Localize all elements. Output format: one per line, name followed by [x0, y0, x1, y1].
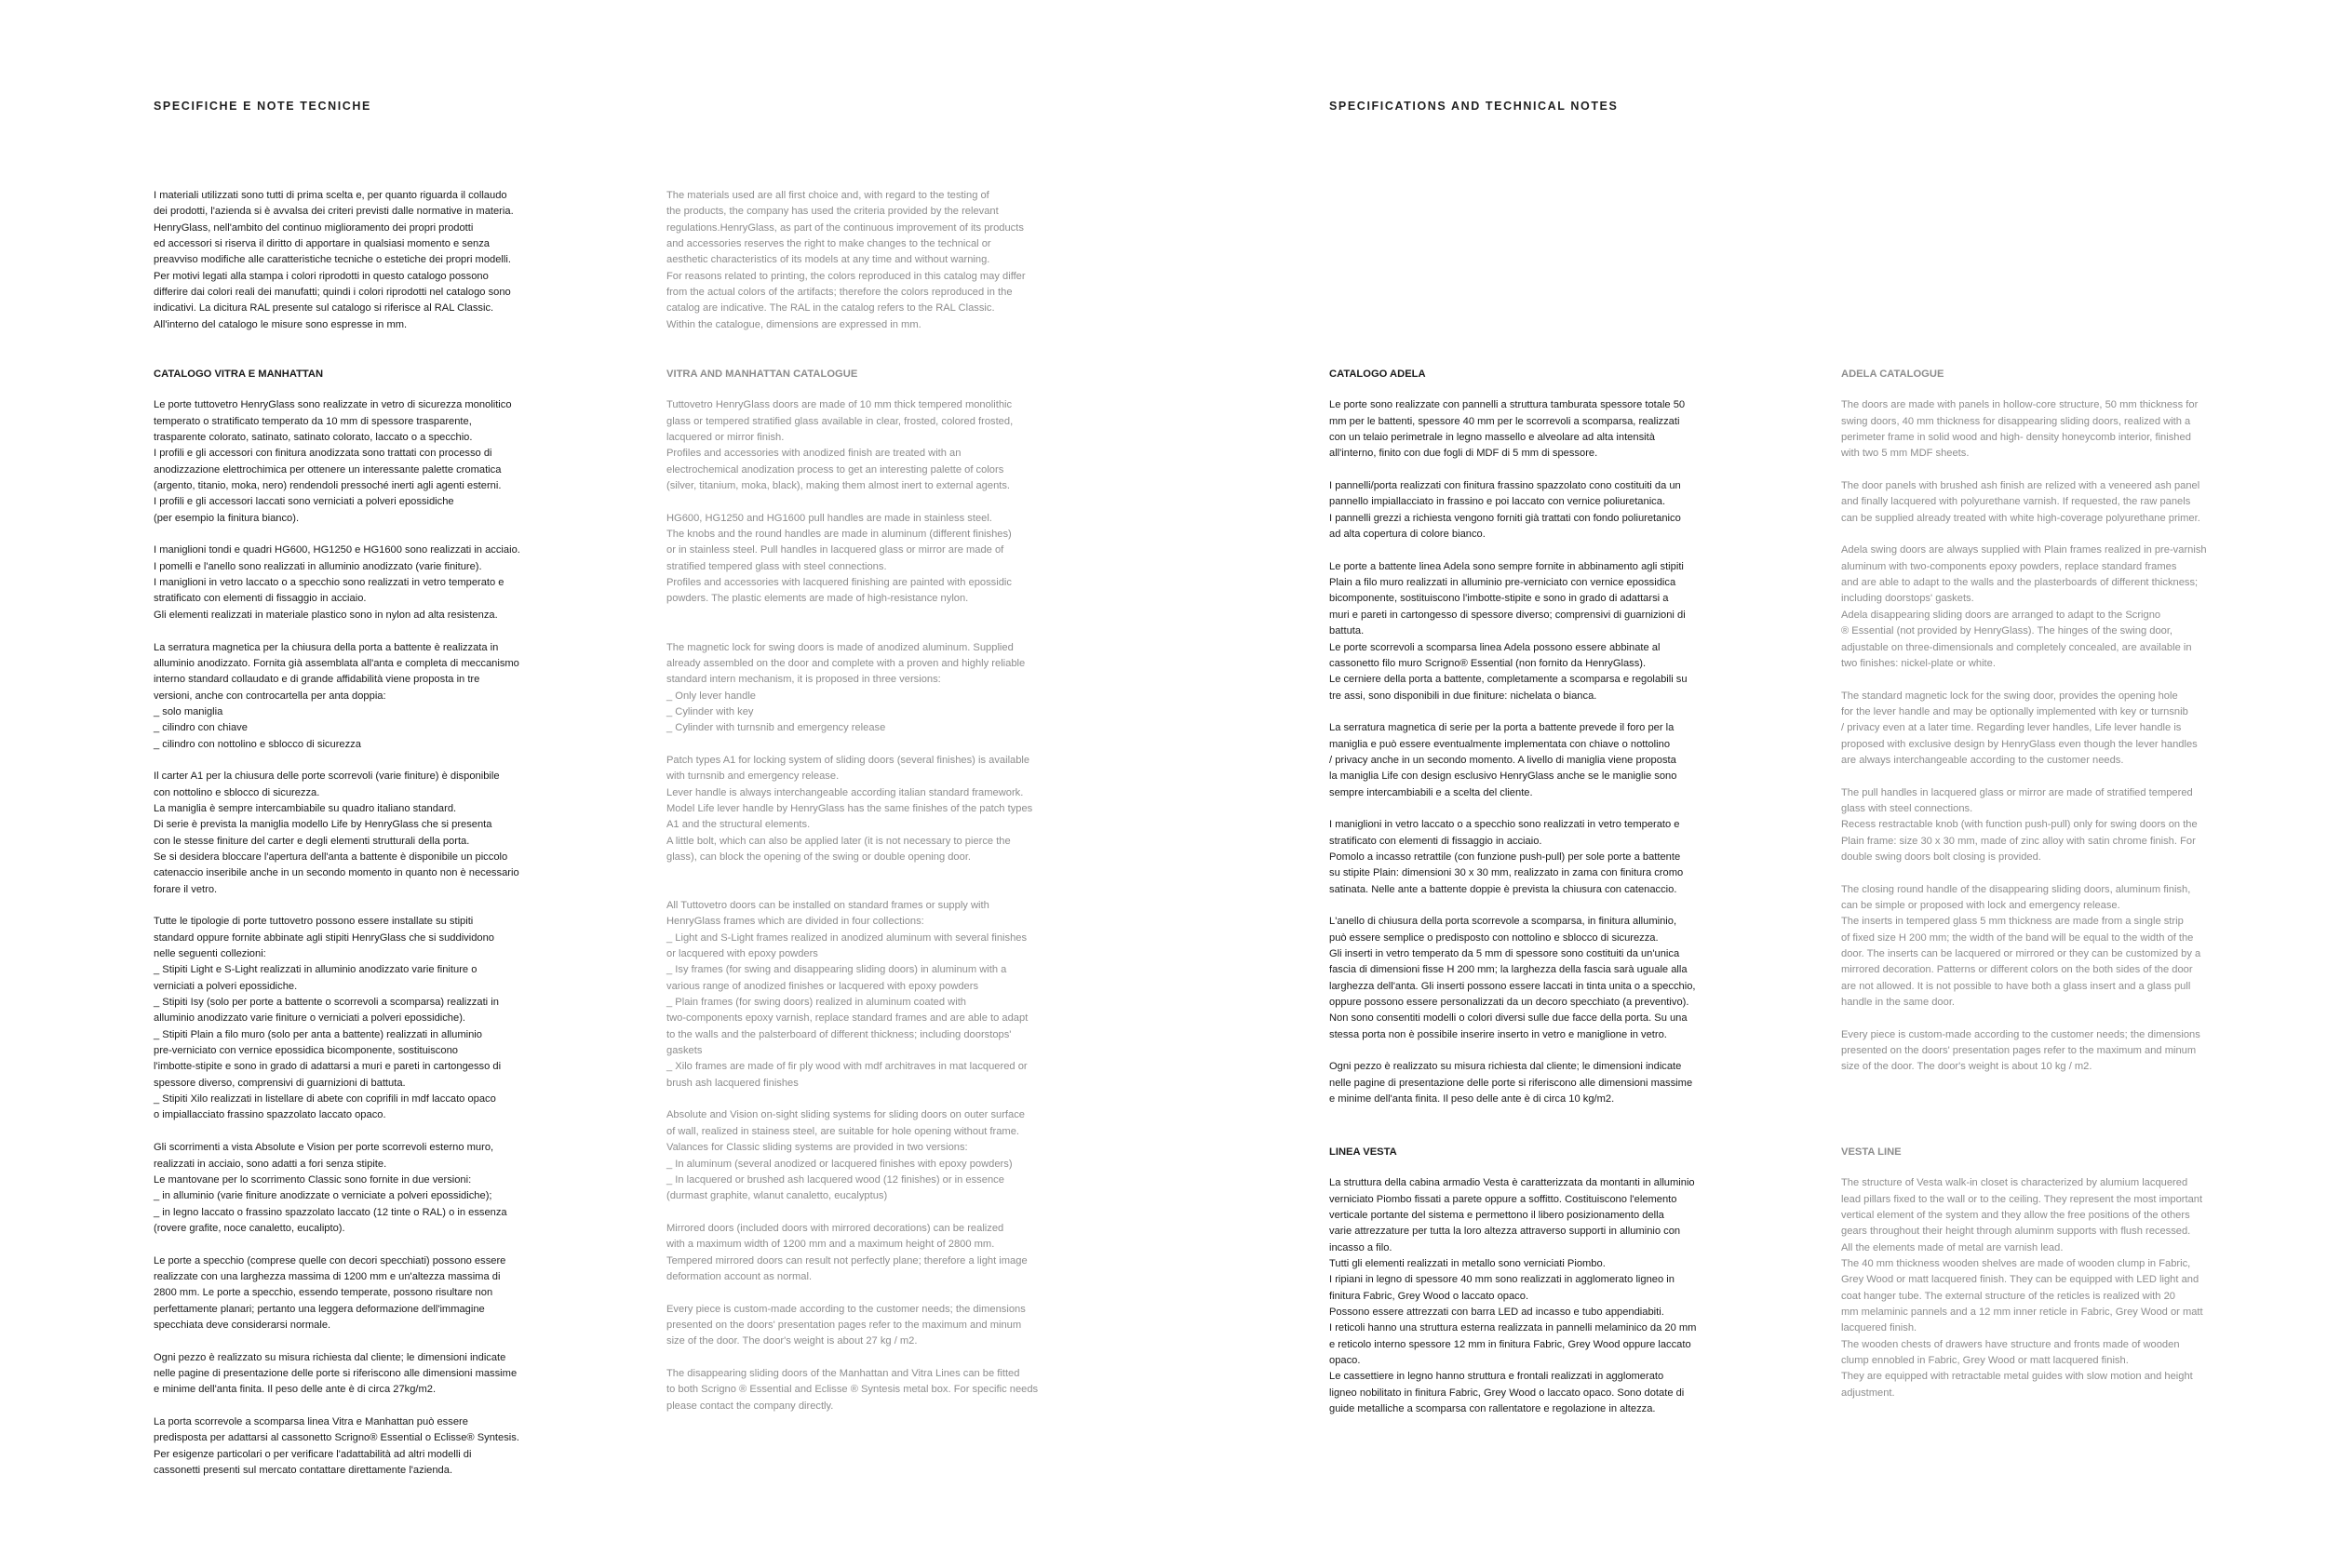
- vitra-en-paragraph: The magnetic lock for swing doors is made of anodized aluminum. Supplied already assembled on the door and complete with a proven and highly reliable standard intern mechanism, it is proposed in three versions: _ Only lever handle _ Cylinder with key _ Cylinder with turnsnib and emergency release: [666, 641, 1026, 734]
- adela-en-paragraph: Every piece is custom-made according to the customer needs; the dimensions presented on the doors' presentation pages refer to the maximum and minum size of the door. The door's weight is about 10 kg / m2.: [1841, 1028, 2200, 1073]
- vesta-section-english: [1841, 1145, 2255, 1401]
- adela-it-paragraph: La serratura magnetica di serie per la porta a battente prevede il foro per la maniglia e può essere eventualmente implementata con chiave o nottolino / privacy anche in un secondo momento. A livello di maniglia viene proposta la maniglia Life con design esclusivo HenryGlass anche se le maniglie sono sempre intercambiabili e a scelta del cliente.: [1329, 722, 1677, 798]
- section-heading-vesta-it: LINEA VESTA: [1329, 1146, 1397, 1158]
- adela-en-paragraph: The door panels with brushed ash finish are relized with a veneered ash panel and finally lacquered with polyurethane varnish. If requested, the raw panels can be supplied already treated with white high-coverage polyurethane primer.: [1841, 480, 2200, 524]
- adela-it-paragraph: Le porte sono realizzate con pannelli a struttura tamburata spessore totale 50 mm per le battenti, spessore 40 mm per le scorrevoli a scomparsa, realizzati con un telaio perimetrale in legno massello e alveolare ad alta intensità all'interno, finito con due fogli di MDF di 5 mm di spessore.: [1329, 399, 1686, 460]
- intro-text-it: I materiali utilizzati sono tutti di prima scelta e, per quanto riguarda il collaudo dei prodotti, l'azienda si è avvalsa dei criteri previsti dalle normative in materia. HenryGlass, nell'ambito del continuo miglioramento dei propri prodotti ed accessori si riserva il diritto di apportare in qualsiasi momento e senza preavviso modifiche alle caratteristiche tecniche o estetiche dei propri modelli. Per motivi legati alla stampa i colori riprodotti in questo catalogo possono differire dai colori reali dei manufatti; quindi i colori riprodotti nel catalogo sono indicativi. La dicitura RAL presente sul catalogo si riferisce al RAL Classic. All'interno del catalogo le misure sono espresse in mm.: [154, 190, 514, 330]
- vitra-it-paragraph: Gli scorrimenti a vista Absolute e Vision per porte scorrevoli esterno muro, realizzati in acciaio, sono adatti a fori senza stipite. Le mantovane per lo scorrimento Classic sono fornite in due versioni: _ in alluminio (varie finiture anodizzate o verniciate a polveri epossidiche); _ in legno laccato o frassino spazzolato laccato (12 tinte o RAL) o in essenza (rovere grafite, noce canaletto, eucalipto).: [154, 1142, 507, 1234]
- vitra-en-paragraph: All Tuttovetro doors can be installed on standard frames or supply with HenryGlass frames which are divided in four collections: _ Light and S-Light frames realized in anodized aluminum with several finishes or lacquered with epoxy powders _ Isy frames (for swing and disappearing sliding doors) in aluminum with a various range of anodized finishes or lacquered with epoxy powders _ Plain frames (for swing doors) realized in aluminum coated with two-components epoxy varnish, replace standard frames and are able to adapt to the walls and the palsterboard of different thickness; including doorstops' gaskets _ Xilo frames are made of fir ply wood with mdf architraves in mat lacquered or brush ash lacquered finishes: [666, 900, 1029, 1089]
- page-title-italian: SPECIFICHE E NOTE TECNICHE: [154, 100, 371, 113]
- adela-en-paragraph: The standard magnetic lock for the swing door, provides the opening hole for the lever handle and may be optionally implemented with key or turnsnib / privacy even at a later time. Regarding lever handles, Life lever handle is proposed with exclusive design by HenryGlass even though the lever handles are always interchangeable according to the customer needs.: [1841, 690, 2198, 766]
- intro-italian: [154, 188, 568, 333]
- vitra-it-paragraph: Tutte le tipologie di porte tuttovetro possono essere installate su stipiti standard oppure fornite abbinate agli stipiti HenryGlass che si suddividono nelle seguenti collezioni: _ Stipiti Light e S-Light realizzati in alluminio anodizzato varie finiture o verniciati a polveri epossidiche. _ Stipiti Isy (solo per porte a battente o scorrevoli a scomparsa) realizzati in alluminio anodizzato varie finiture o verniciati a polveri epossidiche). _ Stipiti Plain a filo muro (solo per anta a battente) realizzati in alluminio pre-verniciato con vernice epossidica bicomponente, sostituiscono l'imbotte-stipite e sono in grado di adattarsi a muri e pareti in cartongesso di spessore diverso, comprensivi di guarnizioni di battuta. _ Stipiti Xilo realizzati in listellare di abete con coprifili in mdf laccato opaco o impiallacciato frassino spazzolato laccato opaco.: [154, 916, 502, 1121]
- vesta-section-italian: [1329, 1145, 1743, 1418]
- vitra-section-english: [666, 367, 1081, 1414]
- vitra-it-paragraph: Le porte a specchio (comprese quelle con decori specchiati) possono essere realizzate con una larghezza massima di 1200 mm e un'altezza massima di 2800 mm. Le porte a specchio, essendo temperate, possono risultare non perfettamente planari; pertanto una leggera deformazione dell'immagine specchiata deve considerarsi normale.: [154, 1254, 506, 1331]
- adela-en-paragraph: The closing round handle of the disappearing sliding doors, aluminum finish, can be simple or proposed with lock and emergency release. The inserts in tempered glass 5 mm thickness are made from a single strip of fixed size H 200 mm; the width of the band will be equal to the width of the door. The inserts can be lacquered or mirrored or they can be customized by a mirrored decoration. Patterns or different colors on the both sides of the door are not allowed. It is not possible to have both a glass insert and a glass pull handle in the same door.: [1841, 883, 2201, 1009]
- section-heading-adela-it: CATALOGO ADELA: [1329, 369, 1426, 380]
- adela-it-paragraph: I maniglioni in vetro laccato o a specchio sono realizzati in vetro temperato e stratificato con elementi di fissaggio in acciaio. Pomolo a incasso retrattile (con funzione push-pull) per sole porte a battente su stipite Plain: dimensioni 30 x 30 mm, realizzato in zama con finitura cromo satinata. Nelle ante a battente doppie è prevista la chiusura con catenaccio.: [1329, 819, 1684, 895]
- vitra-it-paragraph: La serratura magnetica per la chiusura della porta a battente è realizzata in alluminio anodizzato. Fornita già assemblata all'anta e completa di meccanismo interno standard collaudato e di grande affidabilità viene proposta in tre versioni, anche con controcartella per anta doppia: _ solo maniglia _ cilindro con chiave _ cilindro con nottolino e sblocco di sicurezza: [154, 641, 519, 750]
- vitra-it-paragraph: I maniglioni tondi e quadri HG600, HG1250 e HG1600 sono realizzati in acciaio. I pomelli e l'anello sono realizzati in alluminio anodizzato (varie finiture). I maniglioni in vetro laccato o a specchio sono realizzati in vetro temperato e stratificato con elementi di fissaggio in acciaio. Gli elementi realizzati in materiale plastico sono in nylon ad alta resistenza.: [154, 544, 520, 621]
- adela-en-paragraph: The pull handles in lacquered glass or mirror are made of stratified tempered glass with steel connections. Recess restractable knob (with function push-pull) only for swing doors on the Plain frame: size 30 x 30 mm, made of zinc alloy with satin chrome finish. For double swing doors bolt closing is provided.: [1841, 786, 2198, 863]
- vitra-en-paragraph: Patch types A1 for locking system of sliding doors (several finishes) is available with turnsnib and emergency release. Lever handle is always interchangeable according italian standard framework. Model Life lever handle by HenryGlass has the same finishes of the patch types A1 and the structural elements. A little bolt, which can also be applied later (it is not necessary to pierce the glass), can block the opening of the swing or double opening door.: [666, 754, 1033, 863]
- vitra-it-paragraph: La porta scorrevole a scomparsa linea Vitra e Manhattan può essere predisposta per adattarsi al cassonetto Scrigno® Essential o Eclisse® Syntesis. Per esigenze particolari o per verificare l'adattabilità ad altri modelli di cassonetti presenti sul mercato contattare direttamente l'azienda.: [154, 1416, 519, 1477]
- section-heading-adela-en: ADELA CATALOGUE: [1841, 369, 1944, 380]
- vitra-en-paragraph: HG600, HG1250 and HG1600 pull handles are made in stainless steel. The knobs and the round handles are made in aluminum (different finishes) or in stainless steel. Pull handles in lacquered glass or mirror are made of stratified tempered glass with steel connections. Profiles and accessories with lacquered finishing are painted with epossidic powders. The plastic elements are made of high-resistance nylon.: [666, 512, 1012, 605]
- vitra-en-paragraph: Tuttovetro HenryGlass doors are made of 10 mm thick tempered monolithic glass or tempered stratified glass available in clear, frosted, colored frosted, lacquered or mirror finish. Profiles and accessories with anodized finish are treated with an electrochemical anodization process to get an interesting palette of colors (silver, titanium, moka, black), making them almost inert to external agents.: [666, 399, 1014, 492]
- vesta-it-paragraph: La struttura della cabina armadio Vesta è caratterizzata da montanti in alluminio verniciato Piombo fissati a parete oppure a soffitto. Costituiscono l'elemento verticale portante del sistema e permettono il libero posizionamento della varie attrezzature per tutta la loro altezza attraverso supporti in alluminio con incasso a filo. Tutti gli elementi realizzati in metallo sono verniciati Piombo. I ripiani in legno di spessore 40 mm sono realizzati in agglomerato ligneo in finitura Fabric, Grey Wood o laccato opaco. Possono essere attrezzati con barra LED ad incasso e tubo appendiabiti. I reticoli hanno una struttura esterna realizzata in pannelli melaminico da 20 mm e reticolo interno spessore 12 mm in finitura Fabric, Grey Wood oppure laccato opaco. Le cassettiere in legno hanno struttura e frontali realizzati in agglomerato ligneo nobilitato in finitura Fabric, Grey Wood o laccato opaco. Sono dotate di guide metalliche a scomparsa con rallentatore e regolazione in altezza.: [1329, 1177, 1697, 1415]
- vitra-it-paragraph: Il carter A1 per la chiusura delle porte scorrevoli (varie finiture) è disponibile con nottolino e sblocco di sicurezza. La maniglia è sempre intercambiabile su quadro italiano standard. Di serie è prevista la maniglia modello Life by HenryGlass che si presenta con le stesse finiture del carter e degli elementi strutturali della porta. Se si desidera bloccare l'apertura dell'anta a battente è disponibile un piccolo catenaccio inseribile anche in un secondo momento in quanto non è necessario forare il vetro.: [154, 771, 519, 895]
- vitra-it-paragraph: Ogni pezzo è realizzato su misura richiesta dal cliente; le dimensioni indicate nelle pagine di presentazione delle porte si riferiscono alle dimensioni massime e minime dell'anta finita. Il peso delle ante è di circa 27kg/m2.: [154, 1351, 518, 1396]
- intro-text-en: The materials used are all first choice and, with regard to the testing of the products, the company has used the criteria provided by the relevant regulations.HenryGlass, as part of the continuous improvement of its products and accessories reserves the right to make changes to the technical or aesthetic characteristics of its models at any time and without warning. For reasons related to printing, the colors reproduced in this catalog may differ from the actual colors of the artifacts; therefore the colors reproduced in the catalog are indicative. The RAL in the catalog refers to the RAL Classic. Within the catalogue, dimensions are expressed in mm.: [666, 190, 1026, 330]
- vesta-en-paragraph: The structure of Vesta walk-in closet is characterized by alumium lacquered lead pillars fixed to the wall or to the ceiling. They represent the most important vertical element of the system and they allow the free positions of the others gears throughout their height through aluminm supports with flush recessed. All the elements made of metal are varnish lead. The 40 mm thickness wooden shelves are made of wooden clump in Fabric, Grey Wood or matt lacquered finish. They can be equipped with LED light and coat hanger tube. The external structure of the reticles is realized with 20 mm melaminic pannels and a 12 mm inner reticle in Fabric, Grey Wood or matt lacquered finish. The wooden chests of drawers have structure and fronts made of wooden clump ennobled in Fabric, Grey Wood or matt lacquered finish. They are equipped with retractable metal guides with slow motion and height adjustment.: [1841, 1177, 2203, 1399]
- adela-it-paragraph: L'anello di chiusura della porta scorrevole a scomparsa, in finitura alluminio, può essere semplice o predisposto con nottolino e sblocco di sicurezza. Gli inserti in vetro temperato da 5 mm di spessore sono costituiti da un'unica fascia di dimensioni fisse H 200 mm; la larghezza della fascia sarà uguale alla larghezza dell'anta. Gli inserti possono essere laccati in tinta unita o a specchio, oppure possono essere personalizzati da un decoro specchiato (a preventivo). Non sono consentiti modelli o colori diversi sulle due facce della porta. Su una stessa porta non è possibile inserire inserto in vetro e maniglione in vetro.: [1329, 916, 1696, 1040]
- section-heading-vitra-it: CATALOGO VITRA E MANHATTAN: [154, 369, 324, 380]
- adela-en-paragraph: The doors are made with panels in hollow-core structure, 50 mm thickness for swing doors, 40 mm thickness for disappearing sliding doors, realized with a perimeter frame in solid wood and high- density honeycomb interior, finished with two 5 mm MDF sheets.: [1841, 399, 2199, 460]
- vitra-section-italian: [154, 367, 568, 1479]
- vitra-en-paragraph: Mirrored doors (included doors with mirrored decorations) can be realized with a maximum width of 1200 mm and a maximum height of 2800 mm. Tempered mirrored doors can result not perfectly plane; therefore a light image deformation account as normal.: [666, 1222, 1028, 1282]
- section-heading-vitra-en: VITRA AND MANHATTAN CATALOGUE: [666, 369, 858, 380]
- page-title-english: SPECIFICATIONS AND TECHNICAL NOTES: [1329, 100, 1619, 113]
- vitra-en-paragraph: Every piece is custom-made according to the customer needs; the dimensions presented on the doors' presentation pages refer to the maximum and minum size of the door. The door's weight is about 27 kg / m2.: [666, 1303, 1026, 1347]
- adela-section-italian: [1329, 367, 1743, 1107]
- adela-it-paragraph: Le porte a battente linea Adela sono sempre fornite in abbinamento agli stipiti Plain a filo muro realizzati in alluminio pre-verniciato con vernice epossidica bicomponente, sostituiscono l'imbotte-stipite e sono in grado di adattarsi a muri e pareti in cartongesso di spessore diverso; comprensivi di guarnizioni di battuta. Le porte scorrevoli a scomparsa linea Adela possono essere abbinate al cassonetto filo muro Scrigno® Essential (non fornito da HenryGlass). Le cerniere della porta a battente, completamente a scomparsa e regolabili su tre assi, sono disponibili in due finiture: nichelata o bianca.: [1329, 560, 1688, 702]
- intro-english: [666, 188, 1081, 333]
- section-heading-vesta-en: VESTA LINE: [1841, 1146, 1902, 1158]
- adela-it-paragraph: I pannelli/porta realizzati con finitura frassino spazzolato cono costituiti da un pannello impiallacciato in frassino e poi laccato con vernice poliuretanica. I pannelli grezzi a richiesta vengono forniti già trattati con fondo poliuretanico ad alta copertura di colore bianco.: [1329, 480, 1681, 541]
- adela-it-paragraph: Ogni pezzo è realizzato su misura richiesta dal cliente; le dimensioni indicate nelle pagine di presentazione delle porte si riferiscono alle dimensioni massime e minime dell'anta finita. Il peso delle ante è di circa 10 kg/m2.: [1329, 1061, 1693, 1106]
- vitra-en-paragraph: The disappearing sliding doors of the Manhattan and Vitra Lines can be fitted to both Scrigno ® Essential and Eclisse ® Syntesis metal box. For specific needs please contact the company directly.: [666, 1367, 1039, 1412]
- adela-section-english: [1841, 367, 2255, 1076]
- vitra-it-paragraph: Le porte tuttovetro HenryGlass sono realizzate in vetro di sicurezza monolitico temperato o stratificato temperato da 10 mm di spessore trasparente, trasparente colorato, satinato, satinato colorato, laccato o a specchio. I profili e gli accessori con finitura anodizzata sono trattati con processo di anodizzazione elettrochimica per ottenere un interessante palette cromatica (argento, titanio, moka, nero) rendendoli pressoché inerti agli agenti esterni. I profili e gli accessori laccati sono verniciati a polveri epossidiche (per esempio la finitura bianco).: [154, 399, 512, 524]
- vitra-en-paragraph: Absolute and Vision on-sight sliding systems for sliding doors on outer surface of wall, realized in stainess steel, are suitable for hole opening without frame. Valances for Classic sliding systems are provided in two versions: _ In aluminum (several anodized or lacquered finishes with epoxy powders) _ In lacquered or brushed ash lacquered wood (12 finishes) or in essence (durmast graphite, wlanut canaletto, eucalyptus): [666, 1109, 1025, 1202]
- adela-en-paragraph: Adela swing doors are always supplied with Plain frames realized in pre-varnish aluminum with two-components epoxy powders, replace standard frames and are able to adapt to the walls and the plasterboards of different thickness; including doorstops' gaskets. Adela disappearing sliding doors are arranged to adapt to the Scrigno ® Essential (not provided by HenryGlass). The hinges of the swing door, adjustable on three-dimensionals and completely concealed, are available in two finishes: nickel-plate or white.: [1841, 544, 2207, 669]
